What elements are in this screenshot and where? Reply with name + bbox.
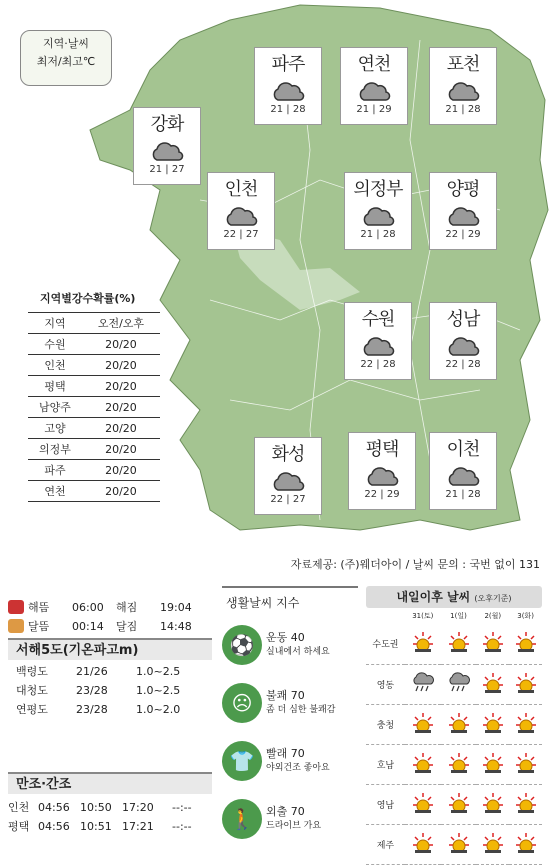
cloud-icon	[446, 205, 480, 227]
value-cell: 20/20	[82, 439, 160, 460]
city-card-icheon	[429, 432, 497, 510]
region-cell: 수원	[28, 334, 82, 355]
discomfort-icon: ☹	[222, 683, 262, 723]
rain-probability-table	[28, 290, 163, 502]
cloud-icon	[150, 140, 184, 162]
city-name: 이천	[446, 439, 480, 460]
cloud-icon	[361, 335, 395, 357]
city-temp: 21 | 27	[149, 164, 185, 175]
region-cell: 인천	[28, 355, 82, 376]
sunny-icon	[476, 704, 509, 744]
sunny-icon	[509, 824, 542, 864]
city-temp: 21 | 28	[445, 104, 481, 115]
sunny-icon	[509, 744, 542, 784]
table-row: 연평도 23/28 1.0~2.0	[16, 703, 181, 716]
forecast-table	[366, 608, 542, 865]
sunny-icon	[441, 704, 477, 744]
city-name: 의정부	[353, 179, 403, 200]
table-row: 대청도 23/28 1.0~2.5	[16, 684, 181, 697]
region-label: 충청	[366, 704, 405, 744]
table-row	[28, 334, 160, 355]
forecast-row	[366, 784, 542, 824]
region-label: 호남	[366, 744, 405, 784]
sunny-icon	[476, 744, 509, 784]
city-temp: 22 | 27	[223, 229, 259, 240]
section-title: 생활날씨 지수	[222, 586, 358, 616]
moonrise-row: 달뜸 00:14 달짐 14:48	[8, 617, 208, 636]
list-item: 👕 빨래 70 야외건조 좋아요	[222, 732, 358, 790]
city-name: 수원	[361, 309, 395, 330]
city-card-incheon	[207, 172, 275, 250]
section-title: 만조·간조	[8, 772, 212, 794]
city-name: 화성	[271, 444, 305, 465]
city-card-yangpyeong	[429, 172, 497, 250]
section-title: 서해5도(기온파고m)	[8, 638, 212, 660]
cloud-icon	[224, 205, 258, 227]
sunny-icon	[476, 624, 509, 664]
sunny-icon	[509, 624, 542, 664]
region-cell: 평택	[28, 376, 82, 397]
cloud-icon	[357, 80, 391, 102]
map-legend: 지역·날씨 최저/최고℃	[20, 30, 112, 86]
cloud-icon	[365, 465, 399, 487]
table-row	[28, 376, 160, 397]
rain-table-title: 지역별강수확률(%)	[40, 292, 136, 305]
cloud-icon	[361, 205, 395, 227]
table-row	[28, 355, 160, 376]
sunny-icon	[405, 744, 441, 784]
city-card-seongnam	[429, 302, 497, 380]
cloud-icon	[271, 80, 305, 102]
city-name: 강화	[150, 114, 184, 135]
table-row: 인천 04:56 10:50 17:20 --:--	[8, 801, 192, 814]
sunny-icon	[441, 744, 477, 784]
value-cell: 20/20	[82, 355, 160, 376]
table-row	[28, 439, 160, 460]
sunny-icon	[509, 784, 542, 824]
table-row: 평택 04:56 10:51 17:21 --:--	[8, 820, 192, 833]
value-cell: 20/20	[82, 334, 160, 355]
city-card-paju	[254, 47, 322, 125]
city-name: 포천	[446, 54, 480, 75]
cloud-icon	[446, 335, 480, 357]
forecast-row	[366, 824, 542, 864]
table-row: 백령도 21/26 1.0~2.5	[16, 665, 181, 678]
sunny-icon	[405, 784, 441, 824]
city-card-uijeongbu	[344, 172, 412, 250]
city-card-suwon	[344, 302, 412, 380]
value-cell: 20/20	[82, 397, 160, 418]
region-cell: 남양주	[28, 397, 82, 418]
city-temp: 22 | 29	[364, 489, 400, 500]
city-temp: 22 | 28	[445, 359, 481, 370]
city-name: 평택	[365, 439, 399, 460]
region-cell: 파주	[28, 460, 82, 481]
sunny-icon	[476, 824, 509, 864]
moonrise-icon	[8, 619, 24, 633]
forecast-row	[366, 624, 542, 664]
table-row	[28, 481, 160, 502]
forecast-row	[366, 704, 542, 744]
city-card-yeoncheon	[340, 47, 408, 125]
sunny-icon	[441, 624, 477, 664]
sunny-icon	[441, 784, 477, 824]
outing-icon: 🚶	[222, 799, 262, 839]
region-cell: 고양	[28, 418, 82, 439]
col-header: 지역	[28, 313, 82, 334]
table-row	[28, 397, 160, 418]
value-cell: 20/20	[82, 376, 160, 397]
city-name: 파주	[271, 54, 305, 75]
forecast-row	[366, 744, 542, 784]
city-temp: 21 | 28	[270, 104, 306, 115]
value-cell: 20/20	[82, 418, 160, 439]
sunny-icon	[405, 824, 441, 864]
sunny-icon	[405, 624, 441, 664]
city-name: 양평	[446, 179, 480, 200]
value-cell: 20/20	[82, 481, 160, 502]
cloud-icon	[446, 80, 480, 102]
city-card-hwaseong	[254, 437, 322, 515]
rain-icon	[405, 664, 441, 704]
sunny-icon	[476, 664, 509, 704]
sunny-icon	[441, 824, 477, 864]
region-cell: 의정부	[28, 439, 82, 460]
sunrise-icon	[8, 600, 24, 614]
life-weather-index	[222, 586, 358, 848]
list-item: ☹ 불쾌 70 좀 더 심한 불쾌감	[222, 674, 358, 732]
city-temp: 21 | 29	[356, 104, 392, 115]
city-card-pyeongtaek	[348, 432, 416, 510]
table-row	[28, 418, 160, 439]
cloud-icon	[271, 470, 305, 492]
sunny-icon	[405, 704, 441, 744]
west-sea-islands	[8, 638, 212, 719]
cloud-icon	[446, 465, 480, 487]
city-name: 연천	[357, 54, 391, 75]
sun-moon-times	[8, 598, 208, 636]
laundry-icon: 👕	[222, 741, 262, 781]
sunny-icon	[476, 784, 509, 824]
list-item: ⚽ 운동 40 실내에서 하세요	[222, 616, 358, 674]
table-row	[28, 460, 160, 481]
forecast-row	[366, 664, 542, 704]
city-temp: 22 | 29	[445, 229, 481, 240]
region-label: 제주	[366, 824, 405, 864]
city-temp: 21 | 28	[360, 229, 396, 240]
region-label: 수도권	[366, 624, 405, 664]
sunrise-row: 해뜸 06:00 해짐 19:04	[8, 598, 208, 617]
sunny-icon	[509, 664, 542, 704]
city-card-ganghwa	[133, 107, 201, 185]
city-name: 성남	[446, 309, 480, 330]
region-label: 영남	[366, 784, 405, 824]
region-label: 영동	[366, 664, 405, 704]
region-cell: 연천	[28, 481, 82, 502]
list-item: 🚶 외출 70 드라이브 가요	[222, 790, 358, 848]
tomorrow-weather	[366, 586, 542, 865]
col-header: 오전/오후	[82, 313, 160, 334]
city-temp: 21 | 28	[445, 489, 481, 500]
exercise-icon: ⚽	[222, 625, 262, 665]
city-card-pocheon	[429, 47, 497, 125]
city-temp: 22 | 28	[360, 359, 396, 370]
sunny-icon	[509, 704, 542, 744]
tide-times	[8, 772, 212, 836]
data-source-credit: 자료제공: (주)웨더아이 / 날씨 문의 : 국번 없이 131	[290, 558, 540, 571]
city-name: 인천	[224, 179, 258, 200]
rain-icon	[441, 664, 477, 704]
city-temp: 22 | 27	[270, 494, 306, 505]
value-cell: 20/20	[82, 460, 160, 481]
day-header-row: 31(토) 1(일) 2(월) 3(화)	[412, 612, 534, 620]
section-title: 내일이후 날씨 (오후기준)	[366, 586, 542, 608]
